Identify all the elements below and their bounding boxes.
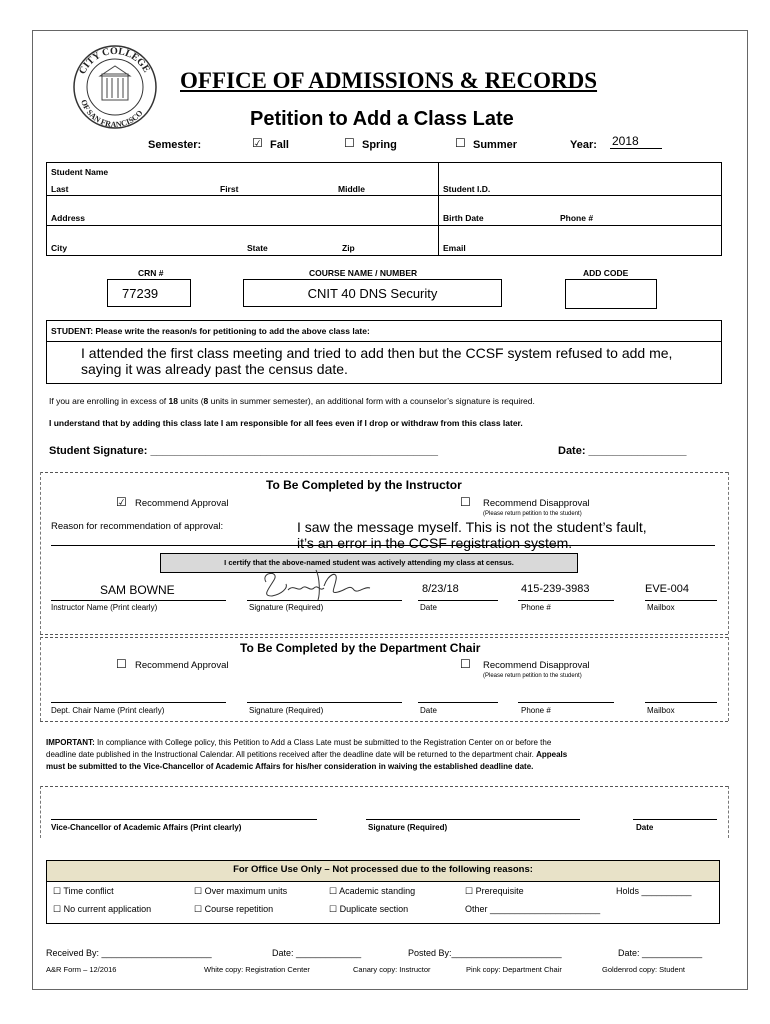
chair-date-label: Date	[420, 706, 437, 715]
form-title: Petition to Add a Class Late	[250, 108, 514, 130]
summer-checkbox[interactable]: ☐	[455, 136, 466, 150]
year-underline	[610, 148, 662, 149]
last-name-field[interactable]: Last	[51, 184, 69, 194]
vc-date-line[interactable]	[633, 819, 717, 820]
fall-label: Fall	[270, 139, 289, 151]
holds-field[interactable]: Holds __________	[616, 886, 692, 896]
svg-text:OF SAN FRANCISCO	[79, 98, 144, 129]
vc-section-right	[728, 786, 729, 838]
office-use-title: For Office Use Only – Not processed due to the following reasons:	[233, 864, 533, 875]
row-divider	[46, 195, 722, 196]
time-conflict-option[interactable]: ☐ Time conflict	[53, 886, 114, 896]
instructor-disapproval-label: Recommend Disapproval	[483, 498, 590, 509]
state-field[interactable]: State	[247, 243, 268, 253]
white-copy-note: White copy: Registration Center	[204, 965, 310, 974]
address-field[interactable]: Address	[51, 213, 86, 223]
chair-section-bottom	[40, 721, 728, 722]
chair-section-top	[40, 637, 728, 638]
important-notice: IMPORTANT: In compliance with College policy, this Petition to Add a Class Late must be submitted to the Registration Center on or before the deadline date published in the Instructional Calendar. All petitions received after the deadline date will be returned to the department chair. Appeals must be submitted to the Vice-Chancellor of Academic Affairs for his/her consideration in waiving the established deadline date.	[46, 738, 568, 771]
instructor-name-value[interactable]: SAM BOWNE	[100, 583, 175, 597]
course-name-input[interactable]: CNIT 40 DNS Security	[243, 279, 502, 307]
instructor-name-line	[51, 600, 226, 601]
course-repetition-option[interactable]: ☐ Course repetition	[194, 904, 274, 914]
svg-text:Sam Bowne: Sam Bowne	[318, 601, 324, 602]
vc-name-line[interactable]	[51, 819, 317, 820]
vc-section-top	[40, 786, 728, 787]
instructor-disapproval-checkbox[interactable]: ☐	[460, 495, 471, 509]
instructor-phone-value[interactable]: 415-239-3983	[521, 583, 590, 595]
year-label: Year:	[570, 139, 597, 151]
pink-copy-note: Pink copy: Department Chair	[466, 965, 562, 974]
approval-reason-label: Reason for recommendation of approval:	[51, 521, 224, 532]
over-max-option[interactable]: ☐ Over maximum units	[194, 886, 288, 896]
student-info-box	[46, 162, 722, 256]
chair-approval-label: Recommend Approval	[135, 660, 229, 671]
goldenrod-copy-note: Goldenrod copy: Student	[602, 965, 685, 974]
crn-input[interactable]: 77239	[107, 279, 191, 307]
fees-notice: I understand that by adding this class late I am responsible for all fees even if I drop or withdraw from this class later.	[49, 418, 523, 428]
approval-reason-line1[interactable]: I saw the message myself. This is not the student’s fault,	[297, 519, 647, 535]
seal-text-bottom: OF SAN FRANCISCO	[79, 98, 145, 130]
vc-signature-line[interactable]	[366, 819, 580, 820]
instructor-section-left	[40, 472, 41, 634]
office-title: OFFICE OF ADMISSIONS & RECORDS	[180, 68, 598, 93]
vc-section-left	[40, 786, 41, 838]
column-divider	[438, 162, 439, 256]
instructor-signature-image[interactable]	[258, 566, 378, 604]
zip-field[interactable]: Zip	[342, 243, 355, 253]
instructor-mailbox-value[interactable]: EVE-004	[645, 583, 690, 595]
chair-section-left	[40, 637, 41, 721]
instructor-name-label: Instructor Name (Print clearly)	[51, 603, 158, 612]
reason-text-line2: saying it was already past the census date.	[81, 361, 348, 377]
crn-label: CRN #	[138, 268, 164, 278]
instructor-date-label: Date	[420, 603, 437, 612]
vc-signature-label: Signature (Required)	[368, 823, 448, 832]
seal-text-top: CITY COLLEGE	[77, 45, 152, 77]
add-code-label: ADD CODE	[583, 268, 629, 278]
instructor-phone-line	[518, 600, 614, 601]
chair-mailbox-label: Mailbox	[647, 706, 675, 715]
course-name-label: COURSE NAME / NUMBER	[309, 268, 418, 278]
instructor-date-line	[418, 600, 498, 601]
reason-label: STUDENT: Please write the reason/s for petitioning to add the above class late:	[51, 326, 370, 336]
first-name-field[interactable]: First	[220, 184, 239, 194]
chair-return-note: (Please return petition to the student)	[483, 673, 582, 679]
student-date-field[interactable]: Date: ________________	[558, 445, 687, 457]
middle-name-field[interactable]: Middle	[338, 184, 365, 194]
instructor-return-note: (Please return petition to the student)	[483, 511, 582, 517]
instructor-signature-label: Signature (Required)	[249, 603, 324, 612]
student-signature-field[interactable]: Student Signature: _______________________________________________	[49, 445, 438, 457]
instructor-signature-line	[247, 600, 402, 601]
instructor-section-title: To Be Completed by the Instructor	[266, 478, 462, 492]
row-divider	[46, 225, 722, 226]
fall-checkbox[interactable]: ☑	[252, 136, 263, 150]
other-field[interactable]: Other ______________________	[465, 904, 601, 914]
chair-mailbox-line[interactable]	[645, 702, 717, 703]
city-field[interactable]: City	[51, 243, 68, 253]
student-id-field[interactable]: Student I.D.	[443, 184, 491, 194]
chair-phone-label: Phone #	[521, 706, 551, 715]
chair-signature-line[interactable]	[247, 702, 402, 703]
form-id: A&R Form – 12/2016	[46, 965, 117, 974]
approval-reason-line2[interactable]: it’s an error in the CCSF registration system.	[297, 535, 573, 551]
certify-banner: I certify that the above-named student was actively attending my class at census.	[160, 553, 578, 573]
spring-label: Spring	[362, 139, 397, 151]
reason-text-line1: I attended the first class meeting and tried to add then but the CCSF system refused to add me,	[81, 345, 673, 361]
units-notice: If you are enrolling in excess of 18 units (8 units in summer semester), an additional form with a counselor’s signature is required.	[49, 396, 535, 406]
chair-section-title: To Be Completed by the Department Chair	[240, 641, 481, 655]
chair-approval-checkbox[interactable]: ☐	[116, 657, 127, 671]
instructor-mailbox-line	[645, 600, 717, 601]
vc-date-label: Date	[636, 823, 654, 832]
chair-signature-label: Signature (Required)	[249, 706, 324, 715]
svg-text:CITY COLLEGE	[77, 46, 152, 76]
posted-date-field[interactable]: Date: ____________	[618, 948, 703, 958]
chair-name-label: Dept. Chair Name (Print clearly)	[51, 706, 165, 715]
chair-disapproval-checkbox[interactable]: ☐	[460, 657, 471, 671]
no-current-application-option[interactable]: ☐ No current application	[53, 904, 152, 914]
reason-underline	[51, 545, 715, 546]
reason-divider	[46, 341, 722, 342]
instructor-section-right	[728, 472, 729, 634]
prerequisite-option[interactable]: ☐ Prerequisite	[465, 886, 524, 896]
instructor-approval-checkbox[interactable]: ☑	[116, 495, 127, 509]
received-date-field[interactable]: Date: _____________	[272, 948, 362, 958]
instructor-mailbox-label: Mailbox	[647, 603, 675, 612]
birth-date-field[interactable]: Birth Date	[443, 213, 484, 223]
add-code-input[interactable]	[565, 279, 657, 309]
chair-phone-line[interactable]	[518, 702, 614, 703]
chair-disapproval-label: Recommend Disapproval	[483, 660, 590, 671]
academic-standing-option[interactable]: ☐ Academic standing	[329, 886, 416, 896]
chair-section-right	[728, 637, 729, 721]
summer-label: Summer	[473, 139, 518, 151]
instructor-date-value[interactable]: 8/23/18	[422, 583, 459, 595]
student-name-label: Student Name	[51, 167, 109, 177]
semester-label: Semester:	[148, 139, 202, 151]
received-by-field[interactable]: Received By: ______________________	[46, 948, 212, 958]
instructor-section-bottom	[40, 634, 728, 635]
duplicate-section-option[interactable]: ☐ Duplicate section	[329, 904, 409, 914]
college-seal-logo	[72, 42, 158, 132]
email-field[interactable]: Email	[443, 243, 466, 253]
year-value[interactable]: 2018	[612, 134, 639, 148]
instructor-phone-label: Phone #	[521, 603, 551, 612]
instructor-section-top	[40, 472, 728, 473]
canary-copy-note: Canary copy: Instructor	[353, 965, 431, 974]
instructor-approval-label: Recommend Approval	[135, 498, 229, 509]
vc-name-label: Vice-Chancellor of Academic Affairs (Print clearly)	[51, 823, 242, 832]
posted-by-field[interactable]: Posted By:______________________	[408, 948, 562, 958]
chair-date-line[interactable]	[418, 702, 498, 703]
spring-checkbox[interactable]: ☐	[344, 136, 355, 150]
phone-field[interactable]: Phone #	[560, 213, 594, 223]
chair-name-line[interactable]	[51, 702, 226, 703]
